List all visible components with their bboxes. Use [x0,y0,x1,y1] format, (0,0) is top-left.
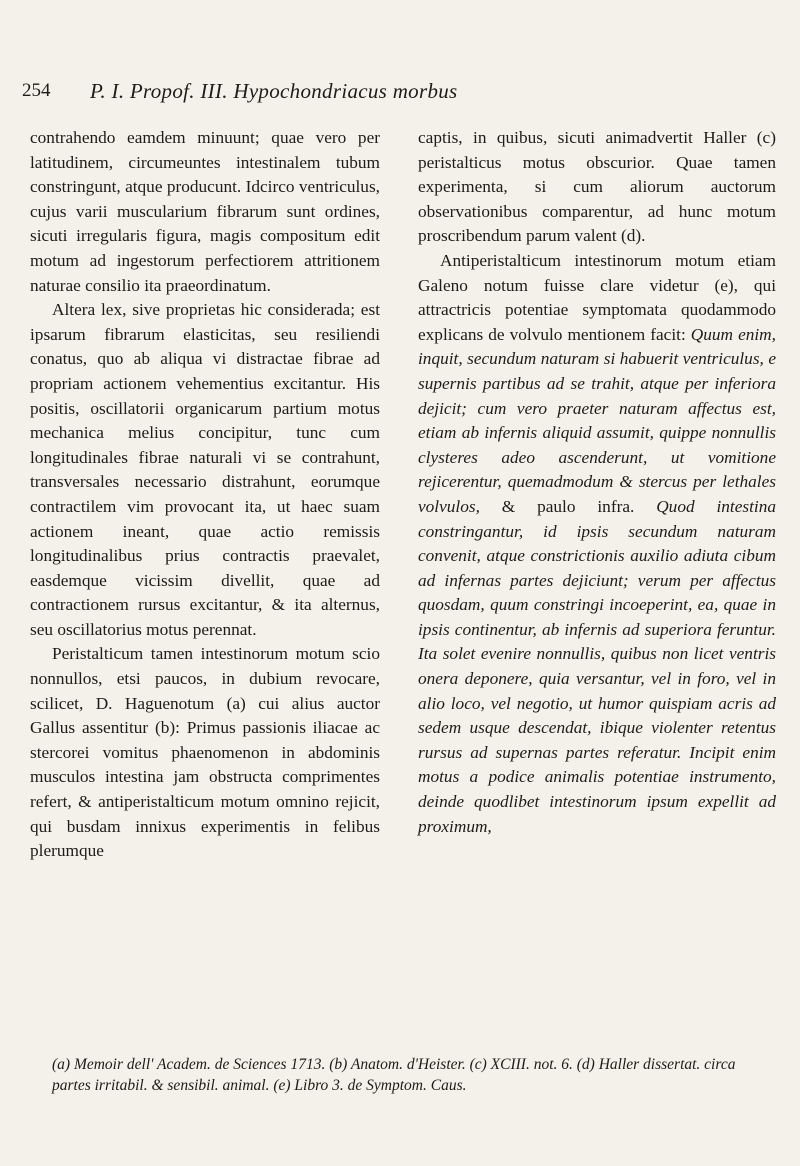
left-paragraph-3: Peristalticum tamen intestinorum motum scio nonnullos, etsi paucos, in dubium revocare, scilicet, D. Haguenotum (a) cui alius auctor Gallus assentitur (b): Primus passionis iliacae ac stercorei vomitus phaenomenon in abdominis musculos intestina jam obstructa comprimentes refert, & antiperistalticum motum omnino rejicit, qui busdam innixus experimentis in felibus plerumque [30,644,380,861]
galen-bridge: & paulo infra. [479,496,657,516]
galen-intro: Antiperistalticum intestinorum motum etiam Galeno notum fuisse clare videtur (e), qui attractricis potentiae symptomata quodammodo explicans de volvulo mentionem facit: [418,250,776,344]
galen-quote-1: Quum enim, inquit, secundum naturam si habuerit ventriculus, e supernis partibus ad se trahit, atque per inferiora dejicit; cum vero praeter naturam affectus est, etiam ab infernis aliquid assumit, quippe nonnullis clysteres adeo ascenderunt, ut vomitione rejicerentur, quemadmodum & stercus per lethales volvulos, [418,324,776,516]
footnotes: (a) Memoir dell' Academ. de Sciences 1713. (b) Anatom. d'Heister. (c) XCIII. not. 6. (d) Haller dissertat. circa partes irritabil. & sensibil. animal. (e) Libro 3. de Symptom. Caus. [52,1056,736,1094]
right-paragraph-1: captis, in quibus, sicuti animadvertit Haller (c) peristalticus motus obscurior. Quae tamen experimenta, si cum aliorum auctorum observationibus comparentur, ad hunc motum proscribendum parum valent (d). [418,128,776,246]
running-title: P. I. Propof. III. Hypochondriacus morbus [90,79,458,103]
page-header [22,76,782,106]
left-paragraph-1: contrahendo eamdem minuunt; quae vero per latitudinem, circumeuntes intestinalem tubum constringunt, atque producunt. Idcirco ventriculus, cujus varii muscularium fibrarum sunt ordines, sicuti irregularis figura, magis compositum edit motum ad ingestorum perfectiorem attritionem naturae consilio ita praeordinatum. [30,128,380,295]
right-column [418,126,776,839]
right-paragraph-2 [418,249,776,839]
galen-quote-2: Quod intestina constringantur, id ipsis secundum naturam convenit, atque constrictionis auxilio adiuta cibum ad infernas partes dejiciunt; verum per affectus quosdam, quum constringi incoeperint, ea, quae in ipsis continentur, ab infernis ad superiora feruntur. Ita solet evenire nonnullis, quibus non licet ventris onera deponere, quia versantur, vel in foro, vel in alio loco, vel negotio, ut humor quispiam acris ad sedem usque descendat, ibique violenter retentus rursus ad supernas partes referatur. Incipit enim motus a podice animalis potentiae instrumento, deinde quodlibet intestinorum ipsum expellit ad proximum, [418,496,777,836]
left-paragraph-2: Altera lex, sive proprietas hic considerada; est ipsarum fibrarum elasticitas, seu resiliendi conatus, quo ab aliqua vi distractae fibrae ad propriam actionem vehementius excitantur. His positis, oscillatorii organicarum partium motus mechanica melius concipitur, tunc cum longitudinales fibrae naturali vi se contrahunt, transversales necessario distrahunt, eorumque contractilem vim provocant ita, ut haec suam actionem ineant, quae actio remissis longitudinalibus prius contractis praevalet, easdemque vicissim divellit, quae ad contractionem rursus excitantur, & ita alternus, seu oscillatorius motus perennat. [30,300,380,639]
page-number: 254 [22,80,51,101]
left-column [30,126,380,864]
